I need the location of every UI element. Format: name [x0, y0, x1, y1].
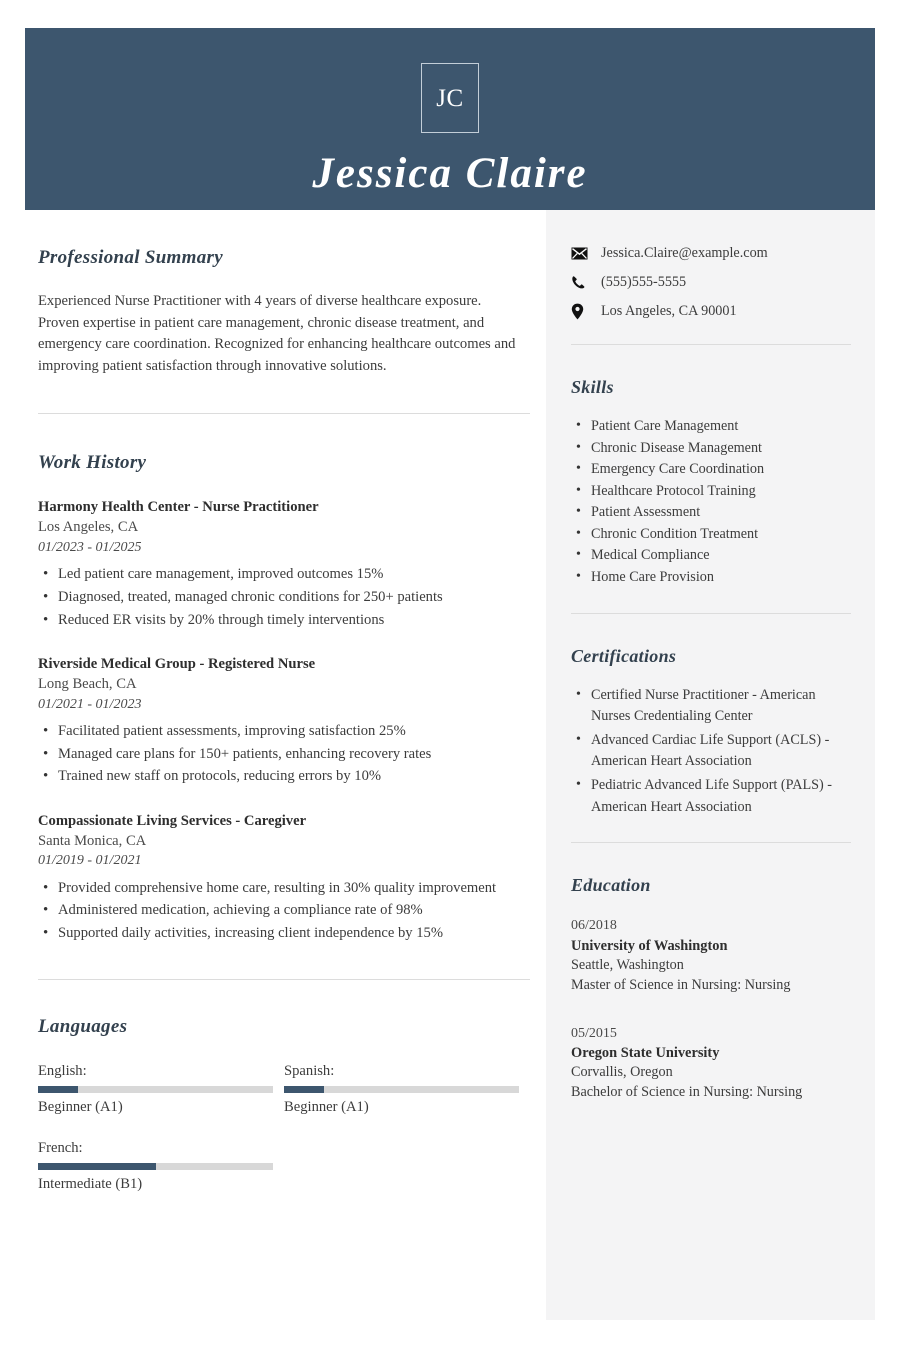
main-column [38, 210, 530, 1216]
location-pin-icon [571, 303, 595, 320]
education-section [571, 875, 851, 1103]
language-name: French: [38, 1139, 83, 1156]
job-location: Los Angeles, CA [38, 519, 139, 536]
language-progress-track [284, 1086, 519, 1093]
work-history-section [38, 452, 530, 979]
languages-grid [38, 1062, 530, 1216]
job-entry [38, 498, 530, 631]
job-bullet: • Diagnosed, treated, managed chronic conditions for 250+ patients [58, 587, 530, 609]
skill-item: • Chronic Condition Treatment [591, 524, 851, 546]
contact-section [571, 244, 851, 345]
certification-item: • Advanced Cardiac Life Support (ACLS) - American Heart Association [591, 730, 851, 773]
education-entry [571, 916, 851, 996]
language-level: Beginner (A1) [38, 1098, 123, 1115]
certification-item: • Certified Nurse Practitioner - American Nurses Credentialing Center [591, 685, 851, 728]
summary-divider [38, 413, 530, 414]
job-bullet: • Managed care plans for 150+ patients, enhancing recovery rates [58, 744, 530, 766]
contact-email-row[interactable] [571, 244, 851, 262]
job-dates: 01/2023 - 01/2025 [38, 539, 142, 555]
certifications-section [571, 646, 851, 843]
job-entry [38, 812, 530, 945]
job-location: Santa Monica, CA [38, 832, 147, 849]
job-location: Long Beach, CA [38, 675, 137, 692]
work-history-divider [38, 979, 530, 980]
education-degree: Bachelor of Science in Nursing: Nursing [571, 1084, 803, 1101]
languages-title: Languages [38, 1015, 128, 1037]
language-progress-fill [38, 1163, 156, 1170]
work-history-title: Work History [38, 452, 147, 474]
contact-phone-text: (555)555-5555 [601, 273, 687, 290]
monogram-box [421, 63, 479, 133]
job-title: Compassionate Living Services - Caregiver [38, 812, 307, 829]
languages-section [38, 1016, 530, 1216]
language-level: Intermediate (B1) [38, 1175, 143, 1192]
contact-address-row[interactable] [571, 302, 851, 320]
contact-divider [571, 344, 851, 345]
job-bullet: • Trained new staff on protocols, reducing errors by 10% [58, 766, 530, 788]
language-progress-track [38, 1163, 273, 1170]
education-school: Oregon State University [571, 1045, 720, 1062]
monogram-initials: JC [436, 84, 464, 112]
education-title: Education [571, 875, 651, 896]
professional-summary-title: Professional Summary [38, 247, 223, 268]
language-name: Spanish: [284, 1062, 335, 1079]
job-dates: 01/2021 - 01/2023 [38, 696, 142, 712]
job-bullet: • Facilitated patient assessments, improving satisfaction 25% [58, 721, 530, 743]
certifications-divider [571, 842, 851, 843]
education-date: 05/2015 [571, 1025, 617, 1041]
resume-body [0, 210, 900, 1350]
education-location: Corvallis, Oregon [571, 1064, 673, 1081]
language-item [284, 1062, 530, 1117]
job-bullet: • Led patient care management, improved outcomes 15% [58, 564, 530, 586]
education-date: 06/2018 [571, 918, 617, 934]
skill-item: • Home Care Provision [591, 567, 851, 589]
professional-summary-text: Experienced Nurse Practitioner with 4 years of diverse healthcare exposure. Proven expertise in patient care management, chronic disease treatment, and emergency care coordination. Recognized for enhancing healthcare outcomes and improving patient satisfaction through innovative solutions. [38, 293, 516, 374]
job-title: Riverside Medical Group - Registered Nurse [38, 656, 316, 673]
skills-title: Skills [571, 377, 614, 397]
skill-item: • Healthcare Protocol Training [591, 481, 851, 503]
contact-address-text: Los Angeles, CA 90001 [601, 302, 737, 319]
certifications-list [571, 685, 851, 818]
candidate-name: Jessica Claire [312, 150, 588, 197]
language-progress-fill [38, 1086, 78, 1093]
skills-divider [571, 613, 851, 614]
education-school: University of Washington [571, 937, 728, 954]
language-item [38, 1062, 284, 1117]
language-item [38, 1139, 284, 1194]
job-bullet: • Supported daily activities, increasing client independence by 15% [58, 923, 530, 945]
education-location: Seattle, Washington [571, 956, 684, 973]
education-degree: Master of Science in Nursing: Nursing [571, 976, 791, 993]
language-progress-track [38, 1086, 273, 1093]
skill-item: • Medical Compliance [591, 545, 851, 567]
job-title: Harmony Health Center - Nurse Practitioner [38, 499, 319, 516]
sidebar-column [571, 210, 851, 1103]
professional-summary-section [38, 247, 530, 414]
skill-item: • Patient Assessment [591, 502, 851, 524]
skill-item: • Chronic Disease Management [591, 438, 851, 460]
phone-icon [571, 275, 595, 290]
language-progress-fill [284, 1086, 324, 1093]
job-bullet: • Reduced ER visits by 20% through timely interventions [58, 610, 530, 632]
language-level: Beginner (A1) [284, 1098, 369, 1115]
language-name: English: [38, 1062, 87, 1079]
certification-item: • Pediatric Advanced Life Support (PALS) - American Heart Association [591, 775, 851, 818]
job-entry [38, 655, 530, 788]
contact-email-text: Jessica.Claire@example.com [601, 244, 768, 261]
skill-item: • Emergency Care Coordination [591, 459, 851, 481]
resume-header [25, 28, 875, 210]
skill-item: • Patient Care Management [591, 416, 851, 438]
job-bullets [38, 721, 530, 788]
job-bullet: • Provided comprehensive home care, resulting in 30% quality improvement [58, 878, 530, 900]
skills-section [571, 377, 851, 614]
job-bullet: • Administered medication, achieving a compliance rate of 98% [58, 900, 530, 922]
certifications-title: Certifications [571, 645, 677, 666]
education-entry [571, 1024, 851, 1104]
skills-list [571, 416, 851, 589]
job-bullets [38, 878, 530, 945]
envelope-icon [571, 247, 595, 260]
job-bullets [38, 564, 530, 631]
contact-phone-row[interactable] [571, 273, 851, 291]
job-dates: 01/2019 - 01/2021 [38, 853, 142, 869]
